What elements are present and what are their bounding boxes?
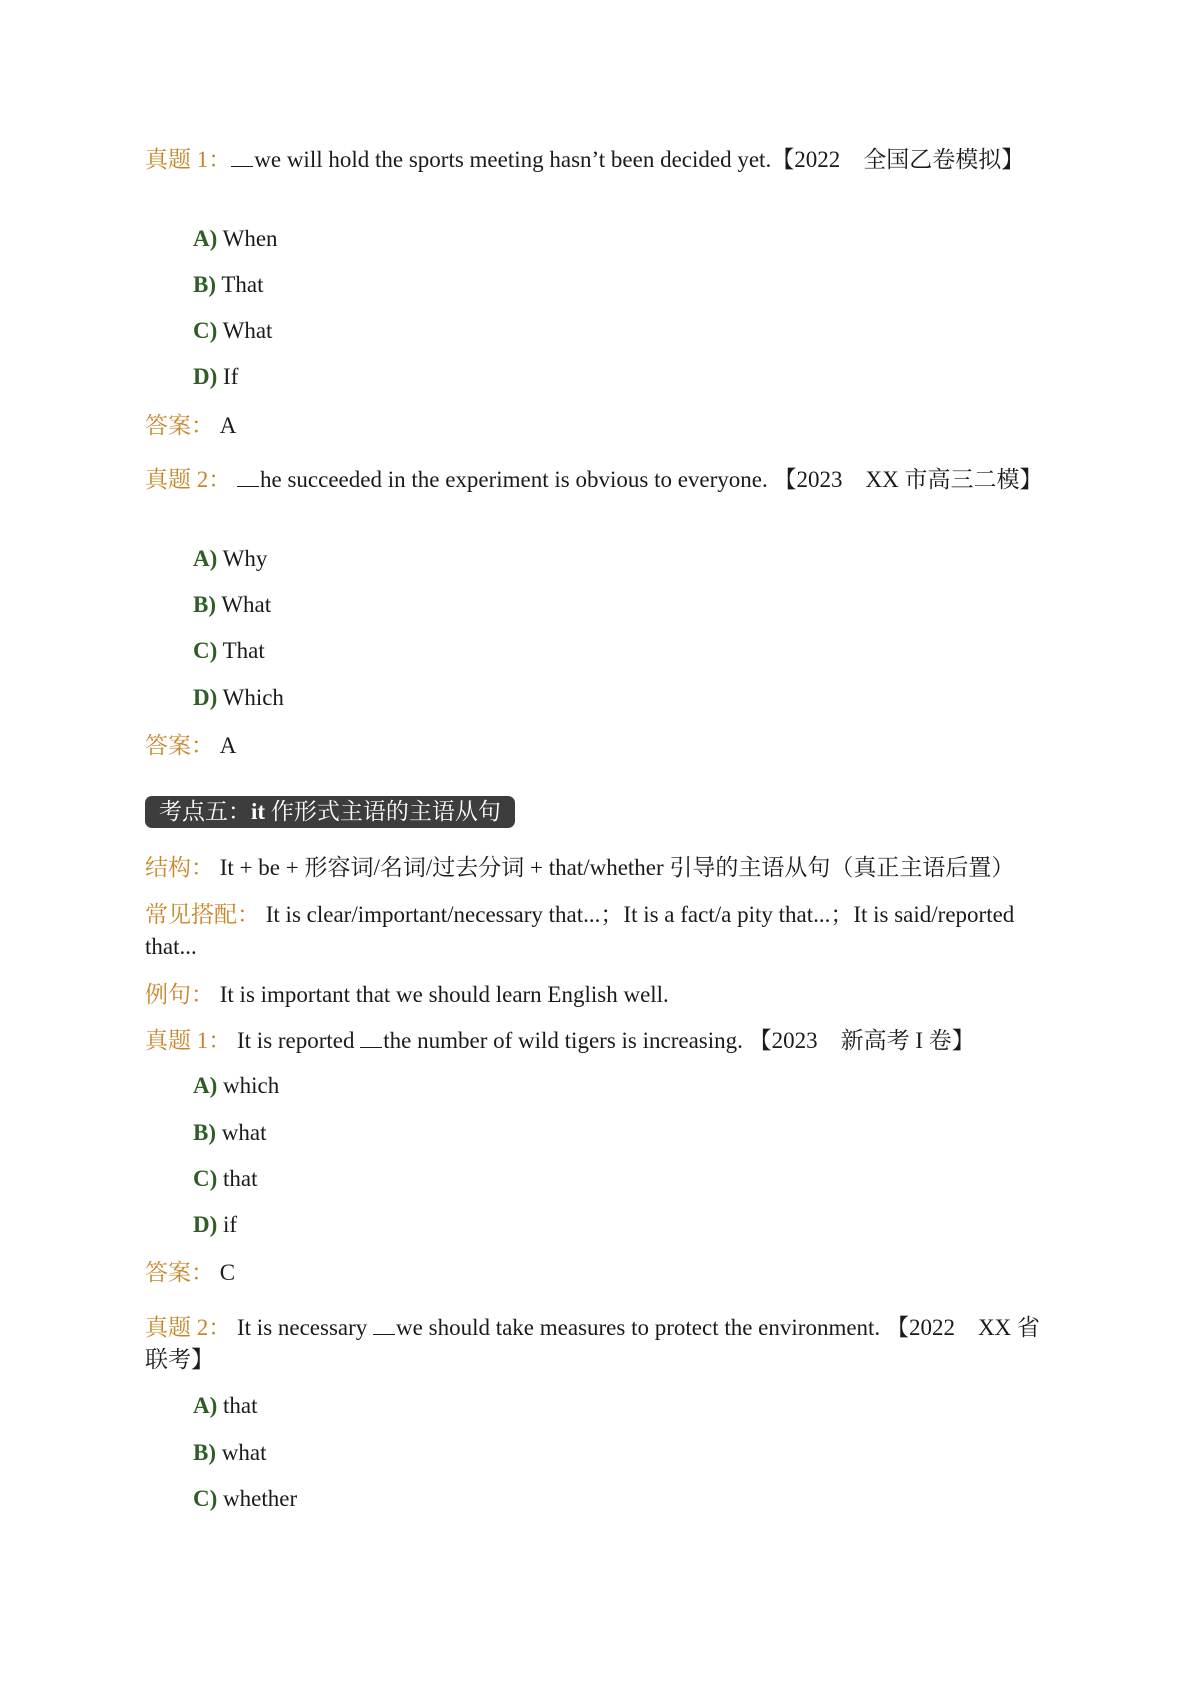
option-b[interactable]: B) What bbox=[193, 592, 272, 617]
question-source: 【2022 全国乙卷模拟】 bbox=[771, 147, 1025, 172]
question-label: 真题 1： bbox=[145, 1028, 232, 1053]
option-c[interactable]: C) whether bbox=[193, 1486, 298, 1511]
answer-blank bbox=[360, 1029, 382, 1048]
question-1 bbox=[145, 144, 1055, 176]
option-b[interactable]: B) That bbox=[193, 272, 264, 297]
option-c[interactable]: C) That bbox=[193, 638, 265, 663]
option-d[interactable]: D) If bbox=[193, 364, 239, 389]
option-d[interactable]: D) if bbox=[193, 1212, 238, 1237]
answer-value: A bbox=[219, 733, 237, 758]
question-2 bbox=[145, 464, 1055, 496]
option-d[interactable]: D) Which bbox=[193, 685, 284, 710]
question-text: we will hold the sports meeting hasn’t been decided yet. bbox=[254, 147, 772, 172]
question-text: the number of wild tigers is increasing. bbox=[383, 1028, 743, 1053]
question-source: 【2023 新高考 I 卷】 bbox=[748, 1028, 975, 1053]
answer-line: 答案： A bbox=[145, 413, 237, 438]
question-text: we should take measures to protect the environment. bbox=[396, 1315, 881, 1340]
section-heading-badge: 考点五：it 作形式主语的主语从句 bbox=[145, 796, 515, 828]
option-b[interactable]: B) what bbox=[193, 1440, 267, 1465]
option-a[interactable]: A) Why bbox=[193, 546, 268, 571]
question-4: 真题 2： It is necessary we should take measures to protect the environment. 【2022 XX 省联考】 bbox=[145, 1315, 1040, 1372]
option-b[interactable]: B) what bbox=[193, 1120, 267, 1145]
question-label: 真题 2： bbox=[145, 1315, 232, 1340]
question-label: 真题 1： bbox=[145, 147, 232, 172]
question-source: 【2022 XX 省联考】 bbox=[145, 1315, 1040, 1372]
collocations-line: 常见搭配： It is clear/important/necessary that...；It is a fact/a pity that...；It is said/reported that... bbox=[145, 902, 1015, 959]
question-text: he succeeded in the experiment is obvious to everyone. bbox=[260, 467, 768, 492]
answer-blank bbox=[373, 1316, 395, 1335]
answer-blank bbox=[231, 148, 253, 167]
option-a[interactable]: A) that bbox=[193, 1393, 258, 1418]
option-a[interactable]: A) When bbox=[193, 226, 278, 251]
option-c[interactable]: C) What bbox=[193, 318, 273, 343]
question-label: 真题 2： bbox=[145, 467, 232, 492]
example-line: 例句： It is important that we should learn English well. bbox=[145, 982, 669, 1007]
answer-value: C bbox=[219, 1260, 236, 1285]
answer-line: 答案： C bbox=[145, 1260, 236, 1285]
answer-blank bbox=[237, 468, 259, 487]
option-a[interactable]: A) which bbox=[193, 1073, 280, 1098]
question-3: 真题 1： It is reported the number of wild tigers is increasing. 【2023 新高考 I 卷】 bbox=[145, 1028, 975, 1053]
answer-line: 答案： A bbox=[145, 733, 237, 758]
answer-value: A bbox=[219, 413, 237, 438]
option-c[interactable]: C) that bbox=[193, 1166, 258, 1191]
question-source: 【2023 XX 市高三二模】 bbox=[773, 467, 1043, 492]
structure-line: 结构： It + be + 形容词/名词/过去分词 + that/whether 引导的主语从句（真正主语后置） bbox=[145, 855, 1015, 880]
